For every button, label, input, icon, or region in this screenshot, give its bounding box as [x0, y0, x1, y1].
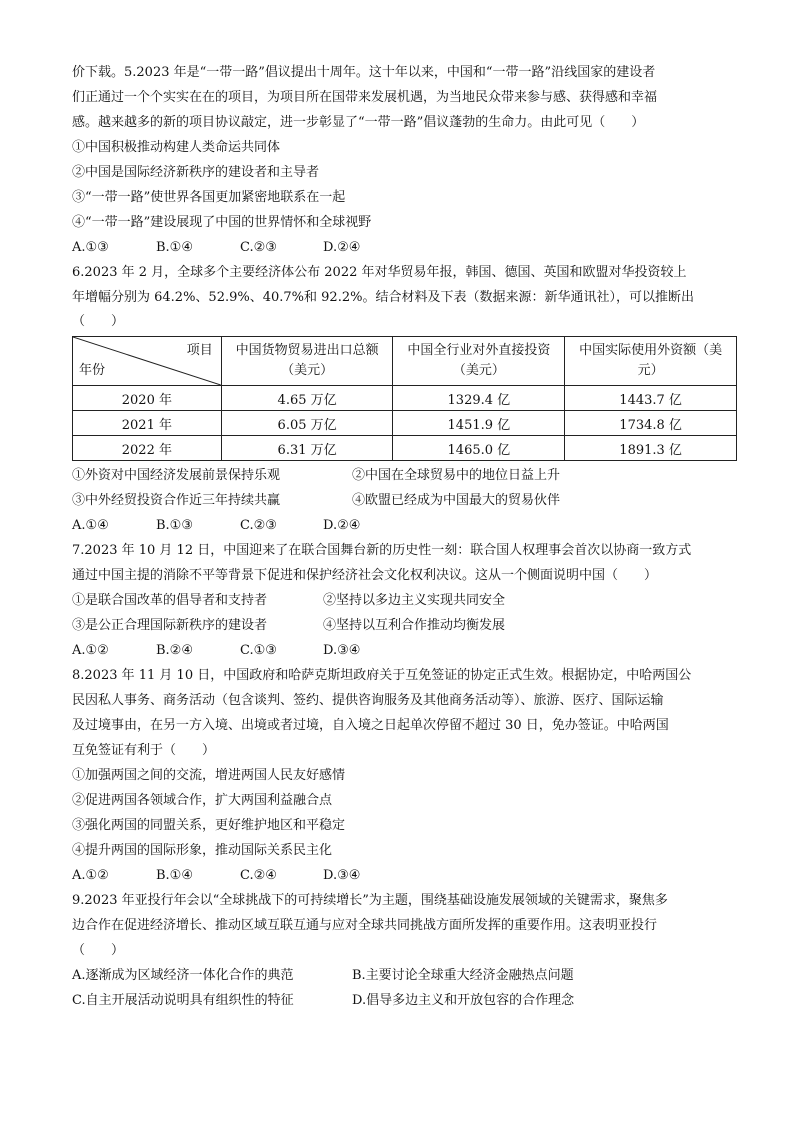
q5-choice-c[interactable]: C.②③	[240, 240, 277, 255]
q5-choice-d[interactable]: D.②④	[323, 240, 361, 255]
q5-choice-b[interactable]: B.①④	[156, 240, 193, 255]
year-cell: 2021 年	[73, 411, 222, 436]
q5-choice-a[interactable]: A.①③	[72, 240, 109, 255]
q8-stem-line-2: 民因私人事务、商务活动（包含谈判、签约、提供咨询服务及其他商务活动等）、旅游、医疗、国际运输	[72, 693, 664, 708]
q5-stem-line-2: 们正通过一个个实实在在的项目，为项目所在国带来发展机遇，为当地民众带来参与感、获得感和幸福	[72, 90, 658, 105]
value-cell: 6.31 万亿	[221, 436, 393, 461]
q7-stem-line-2: 通过中国主提的消除不平等背景下促进和保护经济社会文化权利决议。这从一个侧面说明中国（ ）	[72, 568, 658, 583]
q9-stem-line-3: （ ）	[72, 943, 125, 958]
value-cell: 1329.4 亿	[393, 386, 565, 411]
q9-choice-b[interactable]: B.主要讨论全球重大经济金融热点问题	[352, 968, 574, 983]
column-header-trade: 中国货物贸易进出口总额（美元）	[221, 337, 393, 386]
q9-stem-line-2: 边合作在促进经济增长、推动区域互联互通与应对全球共同挑战方面所发挥的重要作用。这表明亚投行	[72, 918, 658, 933]
q7-stem-line-1: 7.2023 年 10 月 12 日，中国迎来了在联合国舞台新的历史性一刻：联合国人权理事会首次以协商一致方式	[72, 543, 692, 558]
q9-stem-line-1: 9.2023 年亚投行年会以“全球挑战下的可持续增长”为主题，围绕基础设施发展领域的关键需求，聚焦多	[72, 893, 668, 908]
q8-choice-c[interactable]: C.②④	[240, 868, 277, 883]
column-header-foreign-capital: 中国实际使用外资额（美元）	[565, 337, 737, 386]
value-cell: 4.65 万亿	[221, 386, 393, 411]
q8-statement-4: ④提升两国的国际形象，推动国际关系民主化	[72, 843, 333, 858]
q7-choice-a[interactable]: A.①②	[72, 643, 109, 658]
year-cell: 2020 年	[73, 386, 222, 411]
q6-statement-2: ②中国在全球贸易中的地位日益上升	[352, 468, 561, 483]
q5-statement-4: ④“一带一路”建设展现了中国的世界情怀和全球视野	[72, 215, 372, 230]
q6-choice-c[interactable]: C.②③	[240, 518, 277, 533]
q6-statement-1: ①外资对中国经济发展前景保持乐观	[72, 468, 281, 483]
value-cell: 1451.9 亿	[393, 411, 565, 436]
q5-stem-line-1: 价下载。5.2023 年是“一带一路”倡议提出十周年。这十年以来，中国和“一带一路”沿线国家的建设者	[72, 65, 656, 80]
q6-choice-b[interactable]: B.①③	[156, 518, 193, 533]
q6-choice-d[interactable]: D.②④	[323, 518, 361, 533]
value-cell: 1734.8 亿	[565, 411, 737, 436]
q7-choice-d[interactable]: D.③④	[323, 643, 361, 658]
q5-statement-2: ②中国是国际经济新秩序的建设者和主导者	[72, 165, 320, 180]
column-header-investment: 中国全行业对外直接投资（美元）	[393, 337, 565, 386]
table-row	[73, 436, 737, 461]
q6-choice-a[interactable]: A.①④	[72, 518, 109, 533]
q7-statement-3: ③是公正合理国际新秩序的建设者	[72, 618, 268, 633]
corner-header-item: 项目	[186, 343, 213, 358]
q5-stem-line-3: 感。越来越多的新的项目协议敲定，进一步彰显了“一带一路”倡议蓬勃的生命力。由此可见（ ）	[72, 115, 645, 130]
q5-statement-1: ①中国积极推动构建人类命运共同体	[72, 140, 281, 155]
q8-choice-a[interactable]: A.①②	[72, 868, 109, 883]
q6-stem-line-2: 年增幅分别为 64.2%、52.9%、40.7%和 92.2%。结合材料及下表（数据来源：新华通讯社），可以推断出	[72, 290, 694, 305]
q6-statement-4: ④欧盟已经成为中国最大的贸易伙伴	[352, 493, 561, 508]
q7-choice-b[interactable]: B.②④	[156, 643, 193, 658]
table-corner-cell	[73, 337, 222, 386]
value-cell: 6.05 万亿	[221, 411, 393, 436]
value-cell: 1443.7 亿	[565, 386, 737, 411]
year-cell: 2022 年	[73, 436, 222, 461]
table-row	[73, 386, 737, 411]
q6-stem-line-1: 6.2023 年 2 月，全球多个主要经济体公布 2022 年对华贸易年报，韩国、德国、英国和欧盟对华投资较上	[72, 265, 687, 280]
q8-stem-line-1: 8.2023 年 11 月 10 日，中国政府和哈萨克斯坦政府关于互免签证的协定正式生效。根据协定，中哈两国公	[72, 668, 692, 683]
q9-choice-c[interactable]: C.自主开展活动说明具有组织性的特征	[72, 993, 294, 1008]
q7-statement-1: ①是联合国改革的倡导者和支持者	[72, 593, 268, 608]
q7-statement-2: ②坚持以多边主义实现共同安全	[323, 593, 506, 608]
q8-statement-3: ③强化两国的同盟关系，更好维护地区和平稳定	[72, 818, 346, 833]
q8-statement-1: ①加强两国之间的交流，增进两国人民友好感情	[72, 768, 346, 783]
q8-stem-line-3: 及过境事由，在另一方入境、出境或者过境，自入境之日起单次停留不超过 30 日，免办签证。中哈两国	[72, 718, 669, 733]
q7-statement-4: ④坚持以互利合作推动均衡发展	[323, 618, 506, 633]
corner-header-year: 年份	[79, 363, 106, 378]
q5-statement-3: ③“一带一路”使世界各国更加紧密地联系在一起	[72, 190, 346, 205]
q8-statement-2: ②促进两国各领域合作，扩大两国利益融合点	[72, 793, 333, 808]
q9-choice-d[interactable]: D.倡导多边主义和开放包容的合作理念	[352, 993, 575, 1008]
trade-data-table	[72, 336, 737, 461]
q6-statement-3: ③中外经贸投资合作近三年持续共赢	[72, 493, 281, 508]
q9-choice-a[interactable]: A.逐渐成为区域经济一体化合作的典范	[72, 968, 294, 983]
q6-stem-line-3: （ ）	[72, 314, 125, 329]
table-row	[73, 411, 737, 436]
q8-choice-d[interactable]: D.③④	[323, 868, 361, 883]
value-cell: 1465.0 亿	[393, 436, 565, 461]
q7-choice-c[interactable]: C.①③	[240, 643, 277, 658]
q8-stem-line-4: 互免签证有利于（ ）	[72, 743, 216, 758]
value-cell: 1891.3 亿	[565, 436, 737, 461]
q8-choice-b[interactable]: B.①④	[156, 868, 193, 883]
